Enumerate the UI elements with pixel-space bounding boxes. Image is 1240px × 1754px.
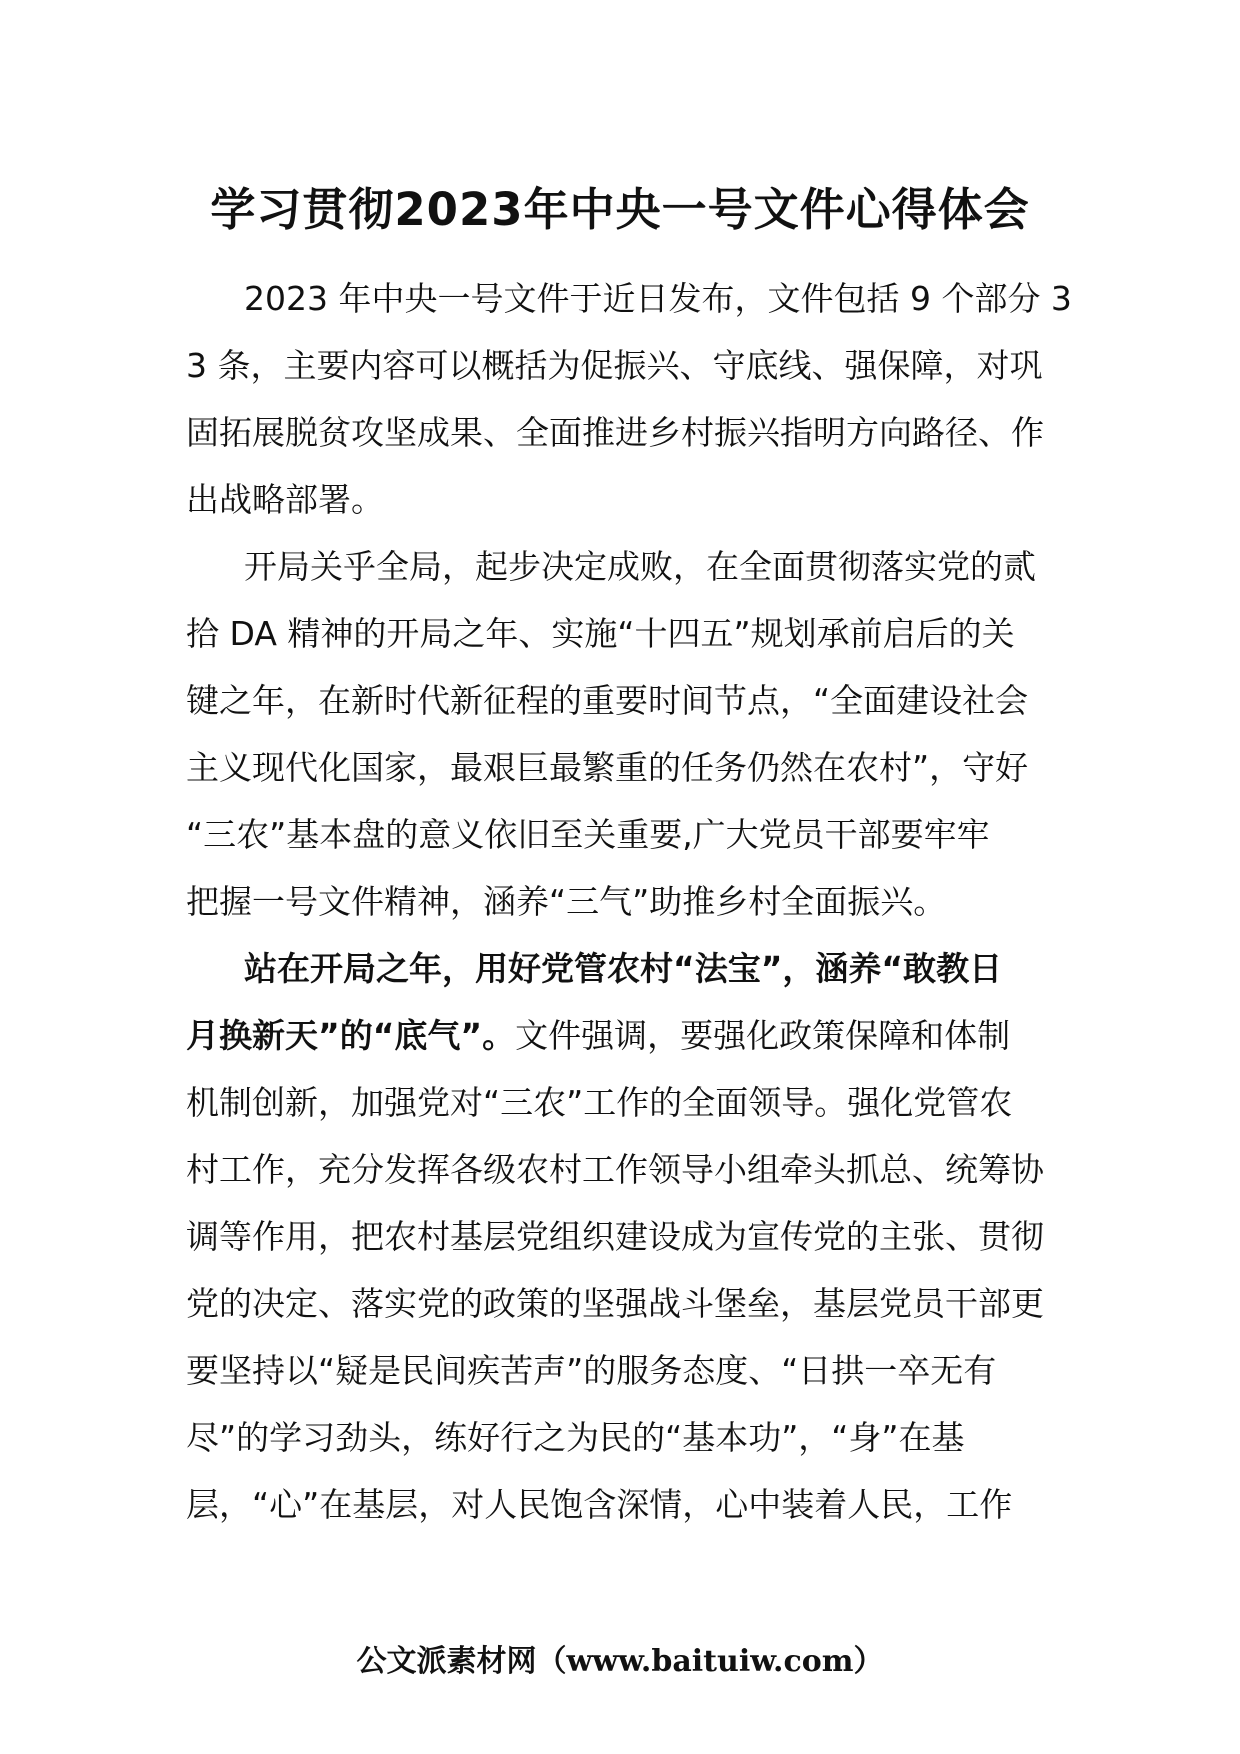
paragraph-1-line-1: 2023 年中央一号文件于近日发布，文件包括 9 个部分 3 xyxy=(244,279,1072,318)
paragraph-2-line-4: 主义现代化国家，最艰巨最繁重的任务仍然在农村”，守好 xyxy=(186,748,1029,787)
footer-watermark: 公文派素材网（www.baituiw.com） xyxy=(356,1644,884,1679)
paragraph-1-line-2: 3 条，主要内容可以概括为促振兴、守底线、强保障，对巩 xyxy=(186,346,1043,385)
paragraph-2-line-5: “三农”基本盘的意义依旧至关重要,广大党员干部要牢牢 xyxy=(186,815,990,854)
paragraph-3-line-2-rest: 文件强调，要强化政策保障和体制 xyxy=(515,1016,1011,1055)
paragraph-3-line-6: 党的决定、落实党的政策的坚强战斗堡垒，基层党员干部更 xyxy=(186,1284,1044,1323)
paragraph-1-line-4: 出战略部署。 xyxy=(186,480,384,519)
paragraph-3-line-9: 层，“心”在基层，对人民饱含深情，心中装着人民，工作 xyxy=(186,1485,1013,1524)
paragraph-2-line-6: 把握一号文件精神，涵养“三气”助推乡村全面振兴。 xyxy=(186,882,947,921)
paragraph-2-line-3: 键之年，在新时代新征程的重要时间节点，“全面建设社会 xyxy=(186,681,1029,720)
paragraph-3-line-3: 机制创新，加强党对“三农”工作的全面领导。强化党管农 xyxy=(186,1083,1013,1122)
paragraph-2-line-2: 拾 DA 精神的开局之年、实施“十四五”规划承前启后的关 xyxy=(186,614,1015,653)
paragraph-2-line-1: 开局关乎全局，起步决定成败，在全面贯彻落实党的贰 xyxy=(244,547,1036,586)
paragraph-3-line-8: 尽”的学习劲头，练好行之为民的“基本功”，“身”在基 xyxy=(186,1418,965,1457)
paragraph-3-line-7: 要坚持以“疑是民间疾苦声”的服务态度、“日拱一卒无有 xyxy=(186,1351,997,1390)
paragraph-3-heading-line-2: 月换新天”的“底气”。 xyxy=(186,1016,516,1055)
paragraph-3-heading-line-1: 站在开局之年，用好党管农村“法宝”，涵养“敢教日 xyxy=(244,949,1003,988)
document-title: 学习贯彻2023年中央一号文件心得体会 xyxy=(210,183,1030,236)
document-body xyxy=(186,265,1072,1538)
paragraph-3-line-4: 村工作，充分发挥各级农村工作领导小组牵头抓总、统筹协 xyxy=(186,1150,1044,1189)
paragraph-1-line-3: 固拓展脱贫攻坚成果、全面推进乡村振兴指明方向路径、作 xyxy=(186,413,1044,452)
paragraph-3-line-2 xyxy=(186,1002,1060,1069)
paragraph-3-line-5: 调等作用，把农村基层党组织建设成为宣传党的主张、贯彻 xyxy=(186,1217,1044,1256)
